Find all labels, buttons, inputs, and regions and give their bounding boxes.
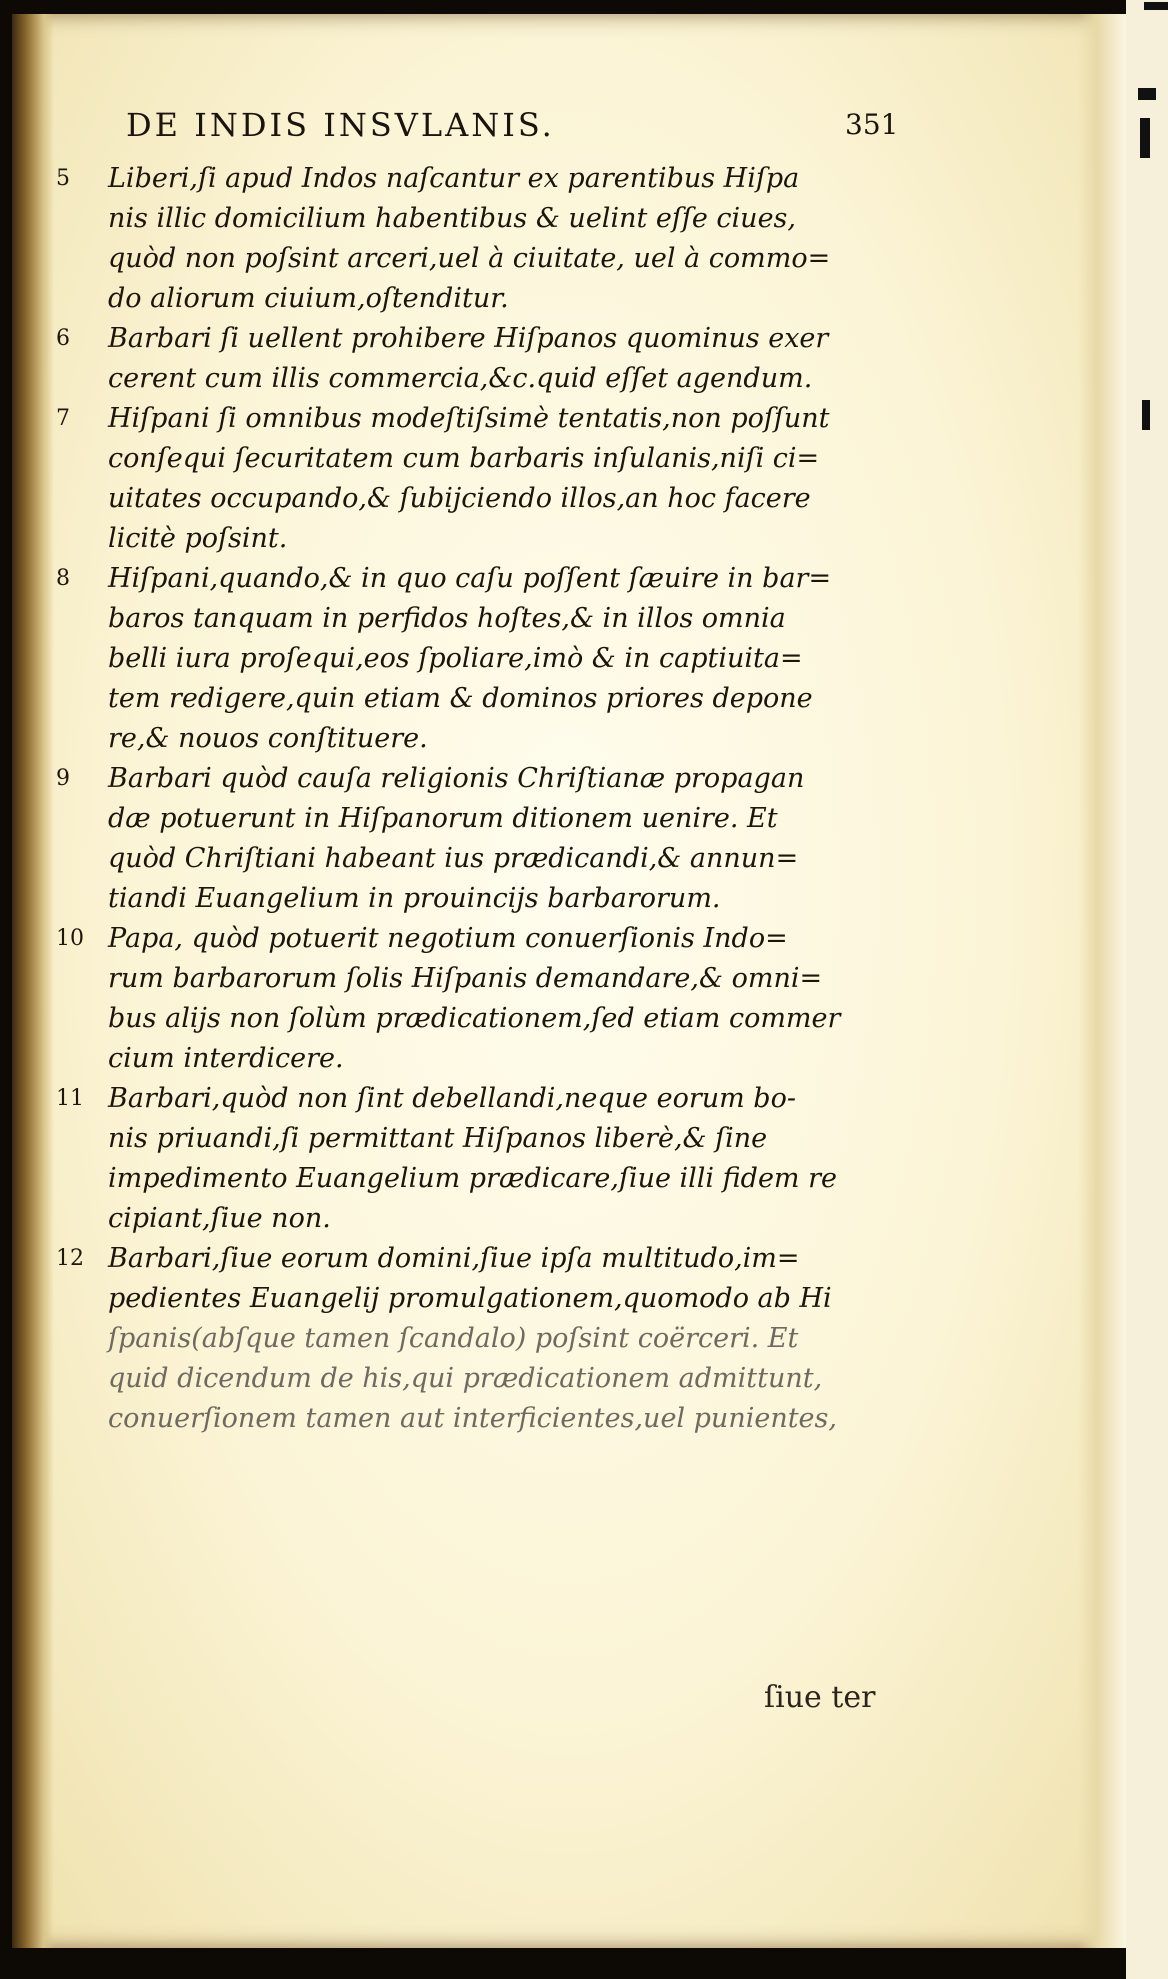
text-line	[12, 999, 1126, 1039]
text-line	[12, 799, 1126, 839]
page-header	[12, 106, 1126, 146]
text-line	[12, 439, 1126, 479]
line-text: pedientes Euangelij promulgationem,quomodo ab Hi	[108, 1283, 832, 1314]
line-text: rum barbarorum ſolis Hiſpanis demandare,& omni=	[108, 963, 823, 994]
text-line	[12, 839, 1126, 879]
page-number: 351	[845, 108, 899, 141]
line-text: baros tanquam in perfidos hoſtes,& in illos omnia	[108, 603, 786, 634]
ink-mark	[1140, 118, 1150, 158]
line-text: bus alijs non ſolùm prædicationem,ſed etiam commer	[108, 1003, 841, 1034]
text-line	[12, 919, 1126, 959]
line-text: nis priuandi,ſi permittant Hiſpanos liberè,& ſine	[108, 1123, 768, 1154]
line-text: quòd Chriſtiani habeant ius prædicandi,& annun=	[108, 843, 799, 874]
line-text: licitè poſsint.	[108, 523, 288, 554]
catchword: ſiue ter	[764, 1680, 876, 1715]
line-text: Barbari,quòd non ſint debellandi,neque eorum bo-	[108, 1083, 796, 1114]
text-line	[12, 639, 1126, 679]
entry-number: 10	[56, 926, 84, 951]
text-line	[12, 719, 1126, 759]
ink-mark	[1142, 400, 1150, 430]
text-line	[12, 1359, 1126, 1399]
text-line	[12, 679, 1126, 719]
line-text: tiandi Euangelium in prouincijs barbarorum.	[108, 883, 721, 914]
line-text: nis illic domicilium habentibus & uelint eſſe ciues,	[108, 203, 796, 234]
entry-number: 12	[56, 1246, 84, 1271]
entry-number: 8	[56, 566, 70, 591]
text-line	[12, 1039, 1126, 1079]
text-line	[12, 1239, 1126, 1279]
index-entries	[12, 159, 1126, 1439]
text-line	[12, 199, 1126, 239]
text-line	[12, 239, 1126, 279]
line-text: re,& nouos conſtituere.	[108, 723, 428, 754]
text-line	[12, 599, 1126, 639]
line-text: tem redigere,quin etiam & dominos priores depone	[108, 683, 813, 714]
text-line	[12, 1399, 1126, 1439]
text-line	[12, 359, 1126, 399]
line-text: conſequi ſecuritatem cum barbaris inſulanis,niſi ci=	[108, 443, 820, 474]
line-text: cerent cum illis commercia,&c.quid eſſet agendum.	[108, 363, 813, 394]
entry-number: 11	[56, 1086, 84, 1111]
line-text: do aliorum ciuium,oſtenditur.	[108, 283, 509, 314]
line-text: quid dicendum de his,qui prædicationem admittunt,	[108, 1363, 823, 1394]
text-line	[12, 879, 1126, 919]
entry-number: 7	[56, 406, 70, 431]
line-text: dæ potuerunt in Hiſpanorum ditionem uenire. Et	[108, 803, 778, 834]
text-line	[12, 1279, 1126, 1319]
line-text: Barbari,ſiue eorum domini,ſiue ipſa multitudo,im=	[108, 1243, 800, 1274]
text-line	[12, 759, 1126, 799]
line-text: quòd non poſsint arceri,uel à ciuitate, uel à commo=	[108, 243, 831, 274]
line-text: belli iura proſequi,eos ſpoliare,imò & in captiuita=	[108, 643, 803, 674]
line-text: impedimento Euangelium prædicare,ſiue illi fidem re	[108, 1163, 837, 1194]
line-text: ſpanis(abſque tamen ſcandalo) poſsint coërceri. Et	[108, 1323, 799, 1354]
ink-mark	[1144, 2, 1168, 10]
text-line	[12, 279, 1126, 319]
text-line	[12, 1079, 1126, 1119]
text-line	[12, 1319, 1126, 1359]
running-head: DE INDIS INSVLANIS.	[126, 106, 555, 144]
text-line	[12, 519, 1126, 559]
text-line	[12, 1119, 1126, 1159]
text-line	[12, 479, 1126, 519]
line-text: uitates occupando,& ſubijciendo illos,an hoc facere	[108, 483, 811, 514]
line-text: cipiant,ſiue non.	[108, 1203, 331, 1234]
line-text: Liberi,ſi apud Indos naſcantur ex parentibus Hiſpa	[108, 163, 800, 194]
text-line	[12, 1199, 1126, 1239]
line-text: Hiſpani,quando,& in quo caſu poſſent ſæuire in bar=	[108, 563, 832, 594]
line-text: Barbari quòd cauſa religionis Chriſtianæ propagan	[108, 763, 805, 794]
line-text: Barbari ſi uellent prohibere Hiſpanos quominus exer	[108, 323, 829, 354]
book-page	[12, 14, 1126, 1948]
line-text: Hiſpani ſi omnibus modeſtiſsimè tentatis,non poſſunt	[108, 403, 830, 434]
entry-number: 9	[56, 766, 70, 791]
text-line	[12, 1159, 1126, 1199]
line-text: conuerſionem tamen aut interficientes,uel punientes,	[108, 1403, 837, 1434]
facing-page-edge	[1126, 0, 1168, 1979]
text-line	[12, 319, 1126, 359]
text-line	[12, 959, 1126, 999]
text-line	[12, 559, 1126, 599]
line-text: Papa, quòd potuerit negotium conuerſionis Indo=	[108, 923, 788, 954]
text-line	[12, 399, 1126, 439]
entry-number: 6	[56, 326, 70, 351]
ink-mark	[1138, 88, 1156, 100]
line-text: cium interdicere.	[108, 1043, 344, 1074]
text-line	[12, 159, 1126, 199]
entry-number: 5	[56, 166, 70, 191]
